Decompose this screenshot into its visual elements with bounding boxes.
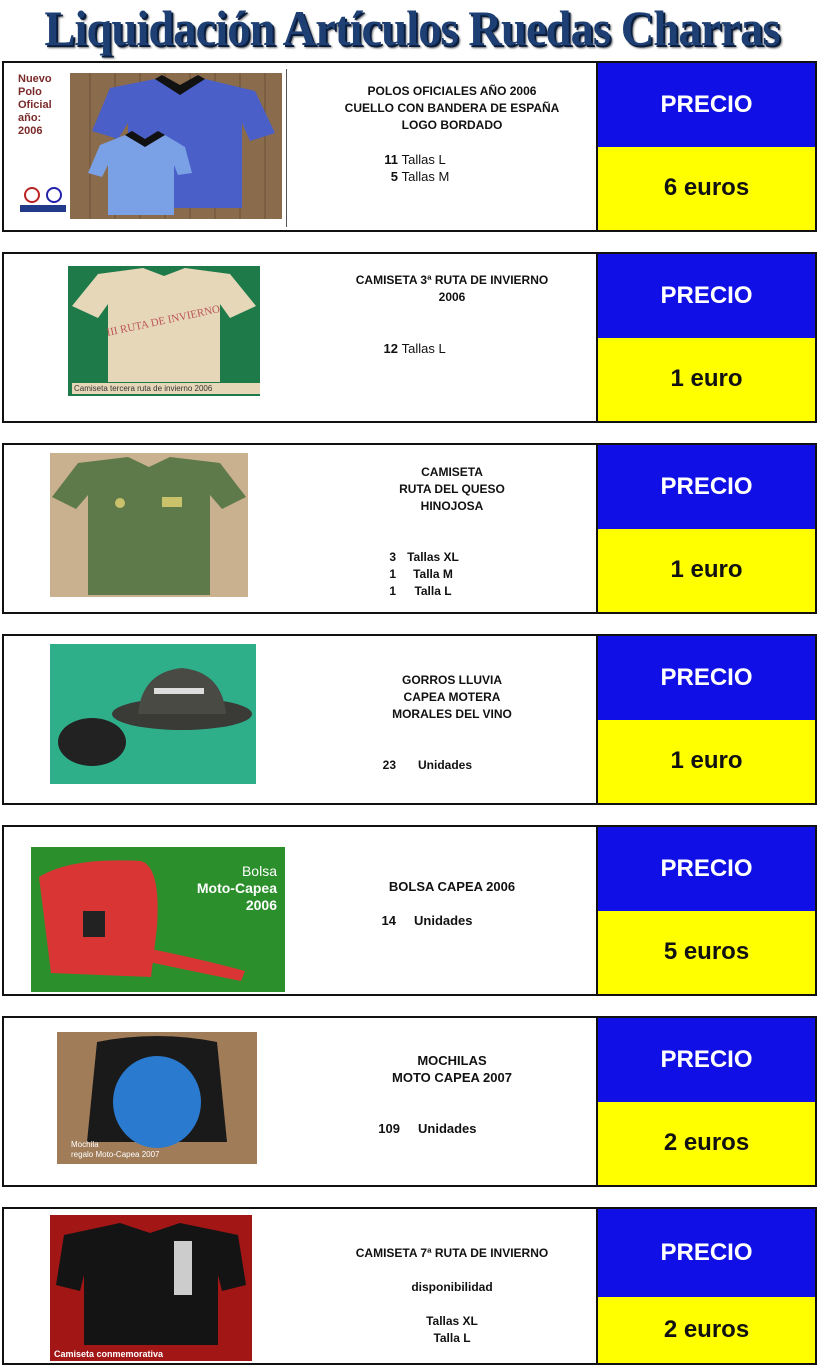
product-description: [304, 1209, 600, 1363]
product-card-polo: [2, 61, 817, 232]
price-box: [596, 827, 815, 994]
stock-list: [304, 1120, 600, 1137]
product-card-camiseta-7-ruta: [2, 1207, 817, 1365]
stock-row: 11 Tallas L: [384, 152, 446, 167]
polo-caption: Nuevo Polo Oficial año: 2006: [18, 73, 52, 137]
price-label: PRECIO: [598, 254, 815, 338]
stock-row: 5 Tallas M: [390, 169, 450, 184]
product-title: BOLSA CAPEA 2006: [388, 879, 516, 894]
product-title: CAMISETA 7ª RUTA DE INVIERNO disponibilidad: [355, 1246, 549, 1294]
price-label: PRECIO: [598, 63, 815, 147]
price-label: PRECIO: [598, 445, 815, 529]
stock-row: Tallas XL: [426, 1314, 478, 1328]
tshirt-photo: [68, 266, 260, 384]
stock-list: [304, 151, 600, 185]
product-image-mochila: [57, 1032, 257, 1164]
stock-list: [304, 1313, 600, 1347]
product-image-camiseta-7: [50, 1215, 252, 1361]
price-label: PRECIO: [598, 1018, 815, 1102]
stock-row: 23 Unidades: [382, 758, 473, 772]
stock-row: 1 Talla L: [389, 584, 452, 598]
price-box: [596, 63, 815, 230]
price-box: [596, 445, 815, 612]
product-card-camiseta-3-ruta: [2, 252, 817, 423]
price-value: 1 euro: [598, 720, 815, 804]
polo-photo: [70, 73, 282, 219]
product-description: [304, 1018, 600, 1185]
hat-photo: [50, 644, 256, 784]
divider: [286, 69, 287, 227]
price-label: PRECIO: [598, 1209, 815, 1297]
product-title: GORROS LLUVIA CAPEA MOTERA MORALES DEL VINO: [392, 673, 512, 721]
stock-row: 12 Tallas L: [383, 341, 446, 356]
product-image-bolsa: [31, 847, 285, 992]
ruedas-charras-logo: [18, 183, 68, 217]
svg-text:III RUTA DE INVIERNO: III RUTA DE INVIERNO: [105, 303, 222, 339]
price-value: 1 euro: [598, 338, 815, 422]
product-description: [304, 254, 600, 421]
product-card-gorros: [2, 634, 817, 805]
stock-list: [304, 757, 600, 774]
price-value: 2 euros: [598, 1297, 815, 1363]
product-card-ruta-del-queso: [2, 443, 817, 614]
price-box: [596, 1209, 815, 1363]
price-box: [596, 636, 815, 803]
product-image-polo: [12, 71, 282, 221]
product-title: MOCHILAS MOTO CAPEA 2007: [392, 1053, 512, 1085]
product-title: POLOS OFICIALES AÑO 2006 CUELLO CON BANDERA DE ESPAÑA LOGO BORDADO: [344, 84, 560, 132]
price-value: 6 euros: [598, 147, 815, 231]
tshirt-photo: [50, 453, 248, 597]
product-image-ruta-queso: [50, 453, 248, 597]
price-box: [596, 254, 815, 421]
price-value: 5 euros: [598, 911, 815, 995]
bag-caption: Bolsa Moto-Capea 2006: [196, 863, 277, 913]
image-caption: Camiseta tercera ruta de invierno 2006: [72, 383, 260, 394]
product-description: [304, 445, 600, 612]
stock-row: 14 Unidades: [381, 913, 473, 928]
price-box: [596, 1018, 815, 1185]
page-title: Liquidación Artículos Ruedas Charras: [44, 0, 780, 56]
product-image-camiseta-3: [68, 266, 260, 396]
product-description: [304, 636, 600, 803]
price-label: PRECIO: [598, 827, 815, 911]
image-caption: Mochila regalo Moto-Capea 2007: [71, 1140, 160, 1159]
stock-row: Talla L: [433, 1331, 471, 1345]
tshirt-photo: [50, 1215, 252, 1347]
product-image-gorros: [50, 644, 256, 784]
product-card-bolsa: [2, 825, 817, 996]
price-label: PRECIO: [598, 636, 815, 720]
product-title: CAMISETA 3ª RUTA DE INVIERNO 2006: [355, 273, 549, 304]
product-title: CAMISETA RUTA DEL QUESO HINOJOSA: [399, 465, 505, 513]
stock-row: 1 Talla M: [389, 567, 453, 581]
product-description: [304, 827, 600, 994]
product-description: [304, 63, 600, 230]
price-value: 2 euros: [598, 1102, 815, 1186]
price-value: 1 euro: [598, 529, 815, 613]
stock-row: 109 Unidades: [378, 1121, 477, 1136]
stock-list: [304, 340, 600, 357]
image-caption: Camiseta conmemorativa: [54, 1349, 164, 1359]
stock-row: 3 Tallas XL: [389, 550, 459, 564]
product-card-mochilas: [2, 1016, 817, 1187]
stock-list: [304, 912, 600, 929]
stock-list: [304, 549, 600, 600]
